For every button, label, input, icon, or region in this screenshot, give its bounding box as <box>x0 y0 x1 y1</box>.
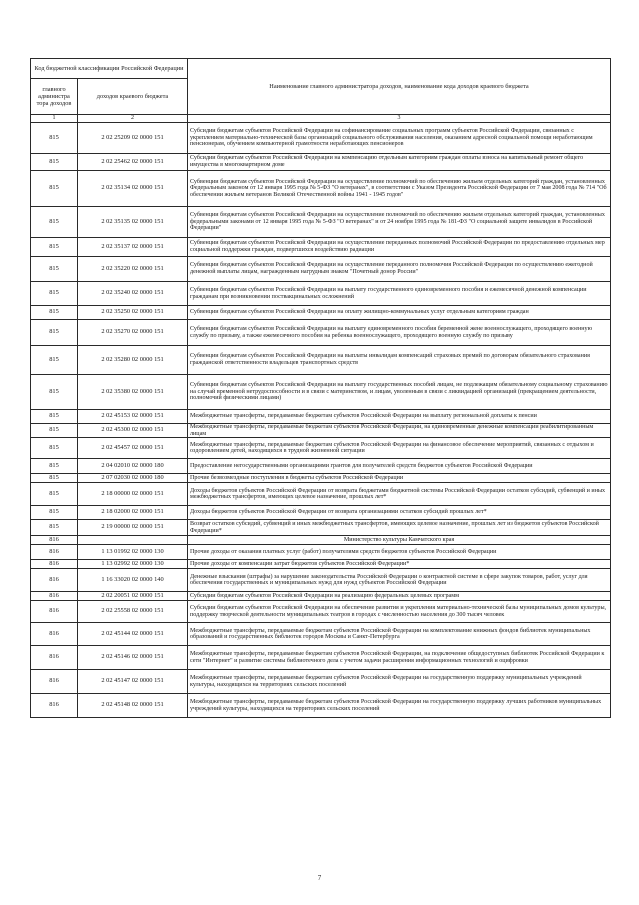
table-row <box>31 592 611 601</box>
admin-code-cell: 815 <box>31 474 78 483</box>
income-code-cell: 2 02 35137 02 0000 151 <box>78 238 188 257</box>
income-name-cell: Субсидии бюджетам субъектов Российской Федерации на обеспечение развития и укрепления материально-технической базы муниципальных домов культуры, поддержку творческой деятельности муниципальных театров в городах с численностью населения до 300 тысяч человек <box>188 601 611 623</box>
income-code-cell: 2 18 00000 02 0000 151 <box>78 483 188 506</box>
admin-code-cell: 815 <box>31 282 78 306</box>
table-row <box>31 646 611 670</box>
admin-code-cell: 815 <box>31 123 78 154</box>
income-code-cell: 1 13 01992 02 0000 130 <box>78 545 188 560</box>
table-row <box>31 154 611 171</box>
table-row <box>31 545 611 560</box>
income-name-cell: Субсидии бюджетам субъектов Российской Федерации на софинансирование социальных программ субъектов Российской Федерации, связанных с укреплением материально-технической базы организаций социального обслуживания населения, оказанием адресной социальной помощи неработающим пенсионерам, обучением компьютерной грамотности неработающих пенсионеров <box>188 123 611 154</box>
admin-code-cell: 815 <box>31 410 78 424</box>
section-row <box>31 536 611 545</box>
income-name-cell: Доходы бюджетов субъектов Российской Федерации от возврата бюджетами бюджетной системы Российской Федерации остатков субсидий, субвенций и иных межбюджетных трансфертов, имеющих целевое назначение, прошлых лет* <box>188 483 611 506</box>
income-name-cell: Субсидии бюджетам субъектов Российской Федерации на реализацию федеральных целевых программ <box>188 592 611 601</box>
table-row <box>31 520 611 536</box>
column-number-3: 3 <box>188 115 611 123</box>
admin-code-cell: 815 <box>31 459 78 474</box>
income-name-cell: Субсидии бюджетам субъектов Российской Федерации на компенсацию отдельным категориям граждан оплаты взноса на капитальный ремонт общего имущества в многоквартирном доме <box>188 154 611 171</box>
admin-code-cell: 816 <box>31 670 78 694</box>
income-name-cell: Денежные взыскания (штрафы) за нарушение законодательства Российской Федерации о контрактной системе в сфере закупок товаров, работ, услуг для обеспечения государственных и муниципальных нужд для нужд субъектов Российской Федерации <box>188 569 611 592</box>
table-row <box>31 506 611 520</box>
income-code-cell: 2 07 02030 02 0000 180 <box>78 474 188 483</box>
table-row <box>31 670 611 694</box>
admin-code-cell: 816 <box>31 592 78 601</box>
admin-code-cell: 815 <box>31 154 78 171</box>
income-name-cell: Субвенции бюджетам субъектов Российской Федерации на осуществление полномочий по обеспечению жильем отдельных категорий граждан, установленных федеральными законами от 12 января 1995 года № 5-ФЗ "О ветеранах" и от 24 ноября 1995 года № 181-ФЗ "О социальной защите инвалидов в Российской Федерации" <box>188 207 611 238</box>
income-name-cell: Прочие безвозмездные поступления в бюджеты субъектов Российской Федерации <box>188 474 611 483</box>
income-name-cell: Межбюджетные трансферты, передаваемые бюджетам субъектов Российской Федерации, на единовременные денежные компенсации реабилитированным лицам <box>188 424 611 438</box>
income-column-header: доходов краевого бюджета <box>78 79 188 115</box>
income-code-cell: 2 02 35220 02 0000 151 <box>78 257 188 282</box>
table-row <box>31 207 611 238</box>
admin-code-cell: 816 <box>31 560 78 569</box>
admin-code-cell: 815 <box>31 346 78 375</box>
admin-code-cell: 816 <box>31 545 78 560</box>
table-row <box>31 623 611 646</box>
admin-code-cell: 815 <box>31 424 78 438</box>
income-code-cell: 2 02 35270 02 0000 151 <box>78 320 188 346</box>
admin-code-cell: 816 <box>31 646 78 670</box>
income-name-cell: Доходы бюджетов субъектов Российской Федерации от возврата организациями остатков субсидий прошлых лет* <box>188 506 611 520</box>
income-name-cell: Возврат остатков субсидий, субвенций и иных межбюджетных трансфертов, имеющих целевое назначение, прошлых лет из бюджетов субъектов Российской Федерации* <box>188 520 611 536</box>
table-row <box>31 474 611 483</box>
income-name-cell: Субвенции бюджетам субъектов Российской Федерации на выплату государственного единовременного пособия и ежемесячной денежной компенсации гражданам при возникновении поствакцинальных осложнений <box>188 282 611 306</box>
income-code-cell: 2 04 02010 02 0000 180 <box>78 459 188 474</box>
income-name-cell: Субвенции бюджетам субъектов Российской Федерации на выплату единовременного пособия беременной жене военнослужащего, проходящего военную службу по призыву, а также ежемесячного пособия на ребенка военнослужащего, проходящего военную службу по призыву <box>188 320 611 346</box>
income-name-cell: Субвенции бюджетам субъектов Российской Федерации на выплату государственных пособий лицам, не подлежащим обязательному социальному страхованию на случай временной нетрудоспособности и в связи с материнством, и лицам, уволенным в связи с ликвидацией организаций (прекращением деятельности, полномочий физическими лицами) <box>188 375 611 410</box>
table-row <box>31 123 611 154</box>
table-row <box>31 171 611 207</box>
income-code-cell: 2 02 45457 02 0000 151 <box>78 438 188 459</box>
table-row <box>31 257 611 282</box>
admin-code-cell: 815 <box>31 306 78 320</box>
admin-code-cell: 816 <box>31 694 78 718</box>
income-name-cell: Субвенции бюджетам субъектов Российской Федерации на осуществление полномочий по обеспечению жильем отдельных категорий граждан, установленных Федеральным законом от 12 января 1995 года № 5-ФЗ "О ветеранах", в соответствии с Указом Президента Российской Федерации от 7 мая 2008 года № 714 "Об обеспечении жильем ветеранов Великой Отечественной войны 1941 - 1945 годов" <box>188 171 611 207</box>
income-code-cell <box>78 536 188 545</box>
income-code-cell: 2 02 45153 02 0000 151 <box>78 410 188 424</box>
income-code-cell: 2 18 02000 02 0000 151 <box>78 506 188 520</box>
admin-code-cell: 815 <box>31 257 78 282</box>
admin-code-cell: 815 <box>31 520 78 536</box>
table-body <box>31 123 611 718</box>
income-name-cell: Субвенции бюджетам субъектов Российской Федерации на выплаты инвалидам компенсаций страховых премий по договорам обязательного страхования гражданской ответственности владельцев транспортных средств <box>188 346 611 375</box>
table-row <box>31 459 611 474</box>
name-column-header: Наименование главного администратора доходов, наименование кода доходов краевого бюджета <box>188 59 611 115</box>
admin-code-cell: 815 <box>31 207 78 238</box>
income-name-cell: Межбюджетные трансферты, передаваемые бюджетам субъектов Российской Федерации на финансовое обеспечение мероприятий, связанных с отдыхом и оздоровлением детей, находящихся в трудной жизненной ситуации <box>188 438 611 459</box>
income-code-cell: 2 02 45147 02 0000 151 <box>78 670 188 694</box>
income-name-cell: Межбюджетные трансферты, передаваемые бюджетам субъектов Российской Федерации на государственную поддержку лучших работников муниципальных учреждений культуры, находящихся на территориях сельских поселений <box>188 694 611 718</box>
income-name-cell: Прочие доходы от компенсации затрат бюджетов субъектов Российской Федерации* <box>188 560 611 569</box>
admin-code-cell: 816 <box>31 623 78 646</box>
table-row <box>31 346 611 375</box>
column-number-1: 1 <box>31 115 78 123</box>
table-row <box>31 410 611 424</box>
document-page <box>30 58 610 718</box>
admin-code-cell: 816 <box>31 569 78 592</box>
income-name-cell: Межбюджетные трансферты, передаваемые бюджетам субъектов Российской Федерации на государственную поддержку муниципальных учреждений культуры, находящихся на территориях сельских поселений <box>188 670 611 694</box>
column-numbers-row <box>31 115 611 123</box>
income-code-cell: 1 13 02992 02 0000 130 <box>78 560 188 569</box>
income-code-cell: 2 19 00000 02 0000 151 <box>78 520 188 536</box>
table-row <box>31 424 611 438</box>
income-name-cell: Межбюджетные трансферты, передаваемые бюджетам субъектов Российской Федерации на выплату региональной доплаты к пенсии <box>188 410 611 424</box>
income-code-cell: 2 02 35135 02 0000 151 <box>78 207 188 238</box>
income-code-cell: 2 02 35240 02 0000 151 <box>78 282 188 306</box>
admin-code-cell: 815 <box>31 171 78 207</box>
table-row <box>31 694 611 718</box>
table-row <box>31 438 611 459</box>
table-row <box>31 569 611 592</box>
admin-code-cell: 815 <box>31 375 78 410</box>
table-row <box>31 282 611 306</box>
income-code-cell: 2 02 25558 02 0000 151 <box>78 601 188 623</box>
income-code-cell: 2 02 45148 02 0000 151 <box>78 694 188 718</box>
income-code-cell: 2 02 35134 02 0000 151 <box>78 171 188 207</box>
income-code-cell: 2 02 45146 02 0000 151 <box>78 646 188 670</box>
income-name-cell: Субвенции бюджетам субъектов Российской Федерации на осуществление переданных полномочий Российской Федерации по предоставлению отдельных мер социальной поддержки граждан, подвергшихся воздействию радиации <box>188 238 611 257</box>
income-name-cell: Предоставление негосударственными организациями грантов для получателей средств бюджетов субъектов Российской Федерации <box>188 459 611 474</box>
table-row <box>31 306 611 320</box>
admin-code-cell: 816 <box>31 601 78 623</box>
header-row-1 <box>31 59 611 79</box>
section-title-cell: Министерство культуры Камчатского края <box>188 536 611 545</box>
income-code-cell: 2 02 45300 02 0000 151 <box>78 424 188 438</box>
income-code-cell: 2 02 25462 02 0000 151 <box>78 154 188 171</box>
table-row <box>31 320 611 346</box>
income-code-cell: 1 16 33020 02 0000 140 <box>78 569 188 592</box>
income-code-cell: 2 02 35380 02 0000 151 <box>78 375 188 410</box>
budget-codes-table <box>30 58 611 718</box>
income-name-cell: Межбюджетные трансферты, передаваемые бюджетам субъектов Российской Федерации на комплектование книжных фондов библиотек муниципальных образований и государственных библиотек городов Москвы и Санкт-Петербурга <box>188 623 611 646</box>
income-name-cell: Субвенции бюджетам субъектов Российской Федерации на осуществление переданного полномочия Российской Федерации по осуществлению ежегодной денежной выплаты лицам, награжденным нагрудным знаком "Почетный донор России" <box>188 257 611 282</box>
admin-code-cell: 815 <box>31 320 78 346</box>
income-code-cell: 2 02 25209 02 0000 151 <box>78 123 188 154</box>
table-row <box>31 375 611 410</box>
income-name-cell: Субвенции бюджетам субъектов Российской Федерации на оплату жилищно-коммунальных услуг отдельным категориям граждан <box>188 306 611 320</box>
kbk-group-header: Код бюджетной классификации Российской Федерации <box>31 59 188 79</box>
admin-code-cell: 815 <box>31 238 78 257</box>
admin-code-cell: 815 <box>31 506 78 520</box>
table-row <box>31 238 611 257</box>
column-number-2: 2 <box>78 115 188 123</box>
table-row <box>31 483 611 506</box>
page-number: 7 <box>317 874 322 882</box>
admin-code-cell: 815 <box>31 483 78 506</box>
income-code-cell: 2 02 20051 02 0000 151 <box>78 592 188 601</box>
table-row <box>31 601 611 623</box>
income-name-cell: Прочие доходы от оказания платных услуг (работ) получателями средств бюджетов субъектов Российской Федерации <box>188 545 611 560</box>
admin-column-header: главного администра тора доходов <box>31 79 78 115</box>
income-code-cell: 2 02 45144 02 0000 151 <box>78 623 188 646</box>
income-name-cell: Межбюджетные трансферты, передаваемые бюджетам субъектов Российской Федерации, на подключение общедоступных библиотек Российской Федерации к сети "Интернет" и развитие системы библиотечного дела с учетом задачи расширения информационных технологий и оцифровки <box>188 646 611 670</box>
admin-code-cell: 816 <box>31 536 78 545</box>
income-code-cell: 2 02 35280 02 0000 151 <box>78 346 188 375</box>
admin-code-cell: 815 <box>31 438 78 459</box>
income-code-cell: 2 02 35250 02 0000 151 <box>78 306 188 320</box>
table-row <box>31 560 611 569</box>
